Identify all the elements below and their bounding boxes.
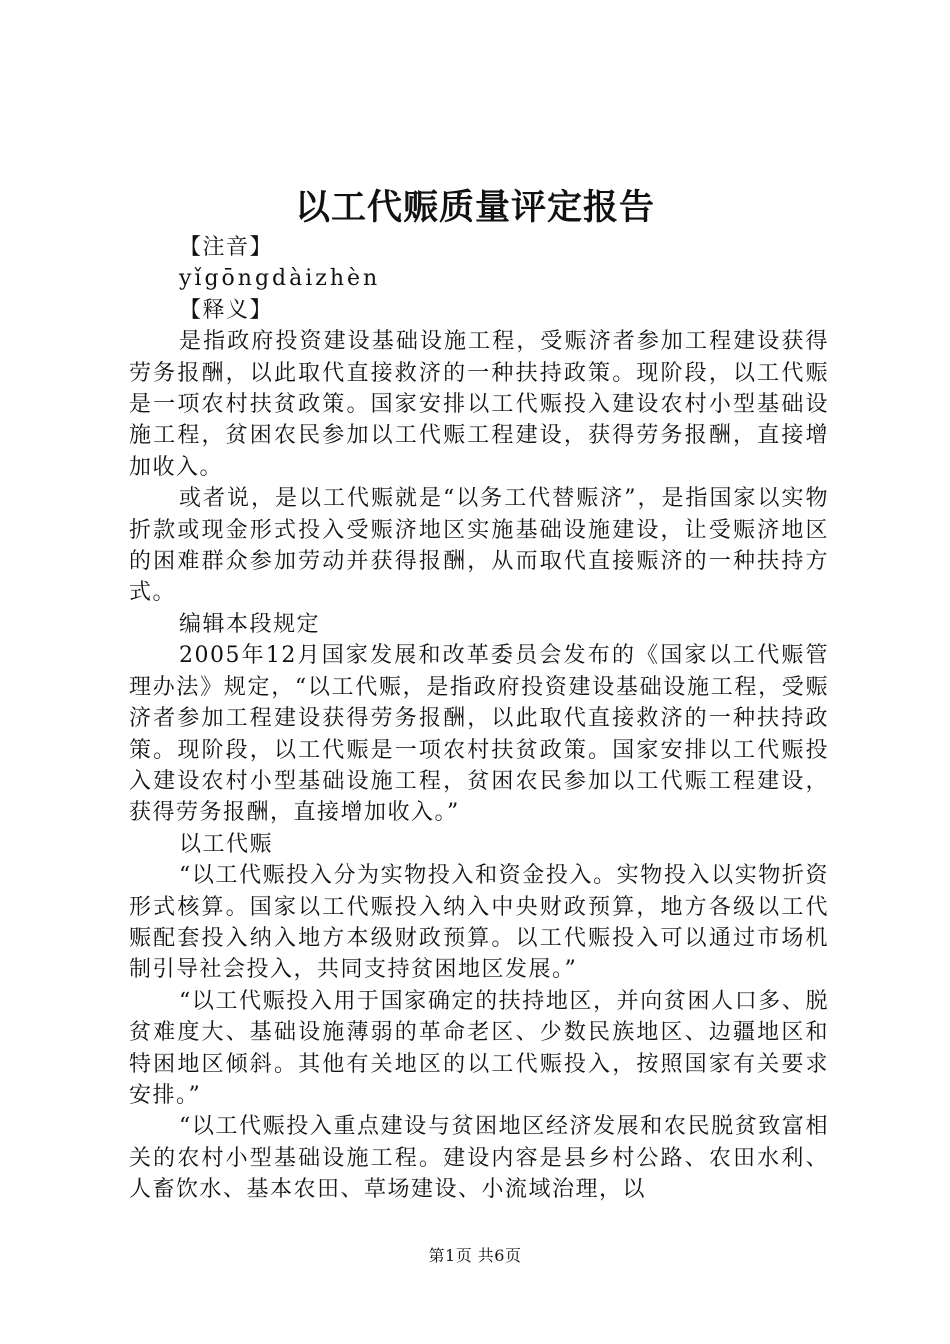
document-title: 以工代赈质量评定报告 xyxy=(294,187,655,228)
document-body xyxy=(129,232,829,1206)
paragraph: 2005年12月国家发展和改革委员会发布的《国家以工代赈管理办法》规定，“以工代赈，是指政府投资建设基础设施工程，受赈济者参加工程建设获得劳务报酬，以此取代直接救济的一种扶持政策。现阶段，以工代赈是一项农村扶贫政策。国家安排以工代赈投入建设农村小型基础设施工程，贫困农民参加以工代赈工程建设，获得劳务报酬，直接增加收入。” xyxy=(129,643,829,826)
paragraph: “以工代赈投入分为实物投入和资金投入。实物投入以实物折资形式核算。国家以工代赈投入纳入中央财政预算，地方各级以工代赈配套投入纳入地方本级财政预算。以工代赈投入可以通过市场机制引导社会投入，共同支持贫困地区发展。” xyxy=(129,863,829,983)
paragraph: 或者说，是以工代赈就是“以务工代替赈济”，是指国家以实物折款或现金形式投入受赈济地区实施基础设施建设，让受赈济地区的困难群众参加劳动并获得报酬，从而取代直接赈济的一种扶持方式。 xyxy=(129,486,829,606)
section-heading-regulation: 编辑本段规定 xyxy=(179,611,321,637)
pinyin-text: yǐgōngdàizhèn xyxy=(179,266,381,292)
paragraph: “以工代赈投入用于国家确定的扶持地区，并向贫困人口多、脱贫难度大、基础设施薄弱的革命老区、少数民族地区、边疆地区和特困地区倾斜。其他有关地区的以工代赈投入，按照国家有关要求安排。” xyxy=(129,988,829,1108)
paragraph: “以工代赈投入重点建设与贫困地区经济发展和农民脱贫致富相关的农村小型基础设施工程。建设内容是县乡村公路、农田水利、人畜饮水、基本农田、草场建设、小流域治理，以 xyxy=(129,1114,829,1203)
section-label-pronunciation: 【注音】 xyxy=(179,235,274,260)
section-heading-yigongdaizhen: 以工代赈 xyxy=(179,831,274,857)
page-footer: 第1页 共6页 xyxy=(428,1246,522,1265)
paragraph: 是指政府投资建设基础设施工程，受赈济者参加工程建设获得劳务报酬，以此取代直接救济的一种扶持政策。现阶段，以工代赈是一项农村扶贫政策。国家安排以工代赈投入建设农村小型基础设施工程，贫困农民参加以工代赈工程建设，获得劳务报酬，直接增加收入。 xyxy=(129,329,829,480)
section-label-definition: 【释义】 xyxy=(179,297,274,323)
